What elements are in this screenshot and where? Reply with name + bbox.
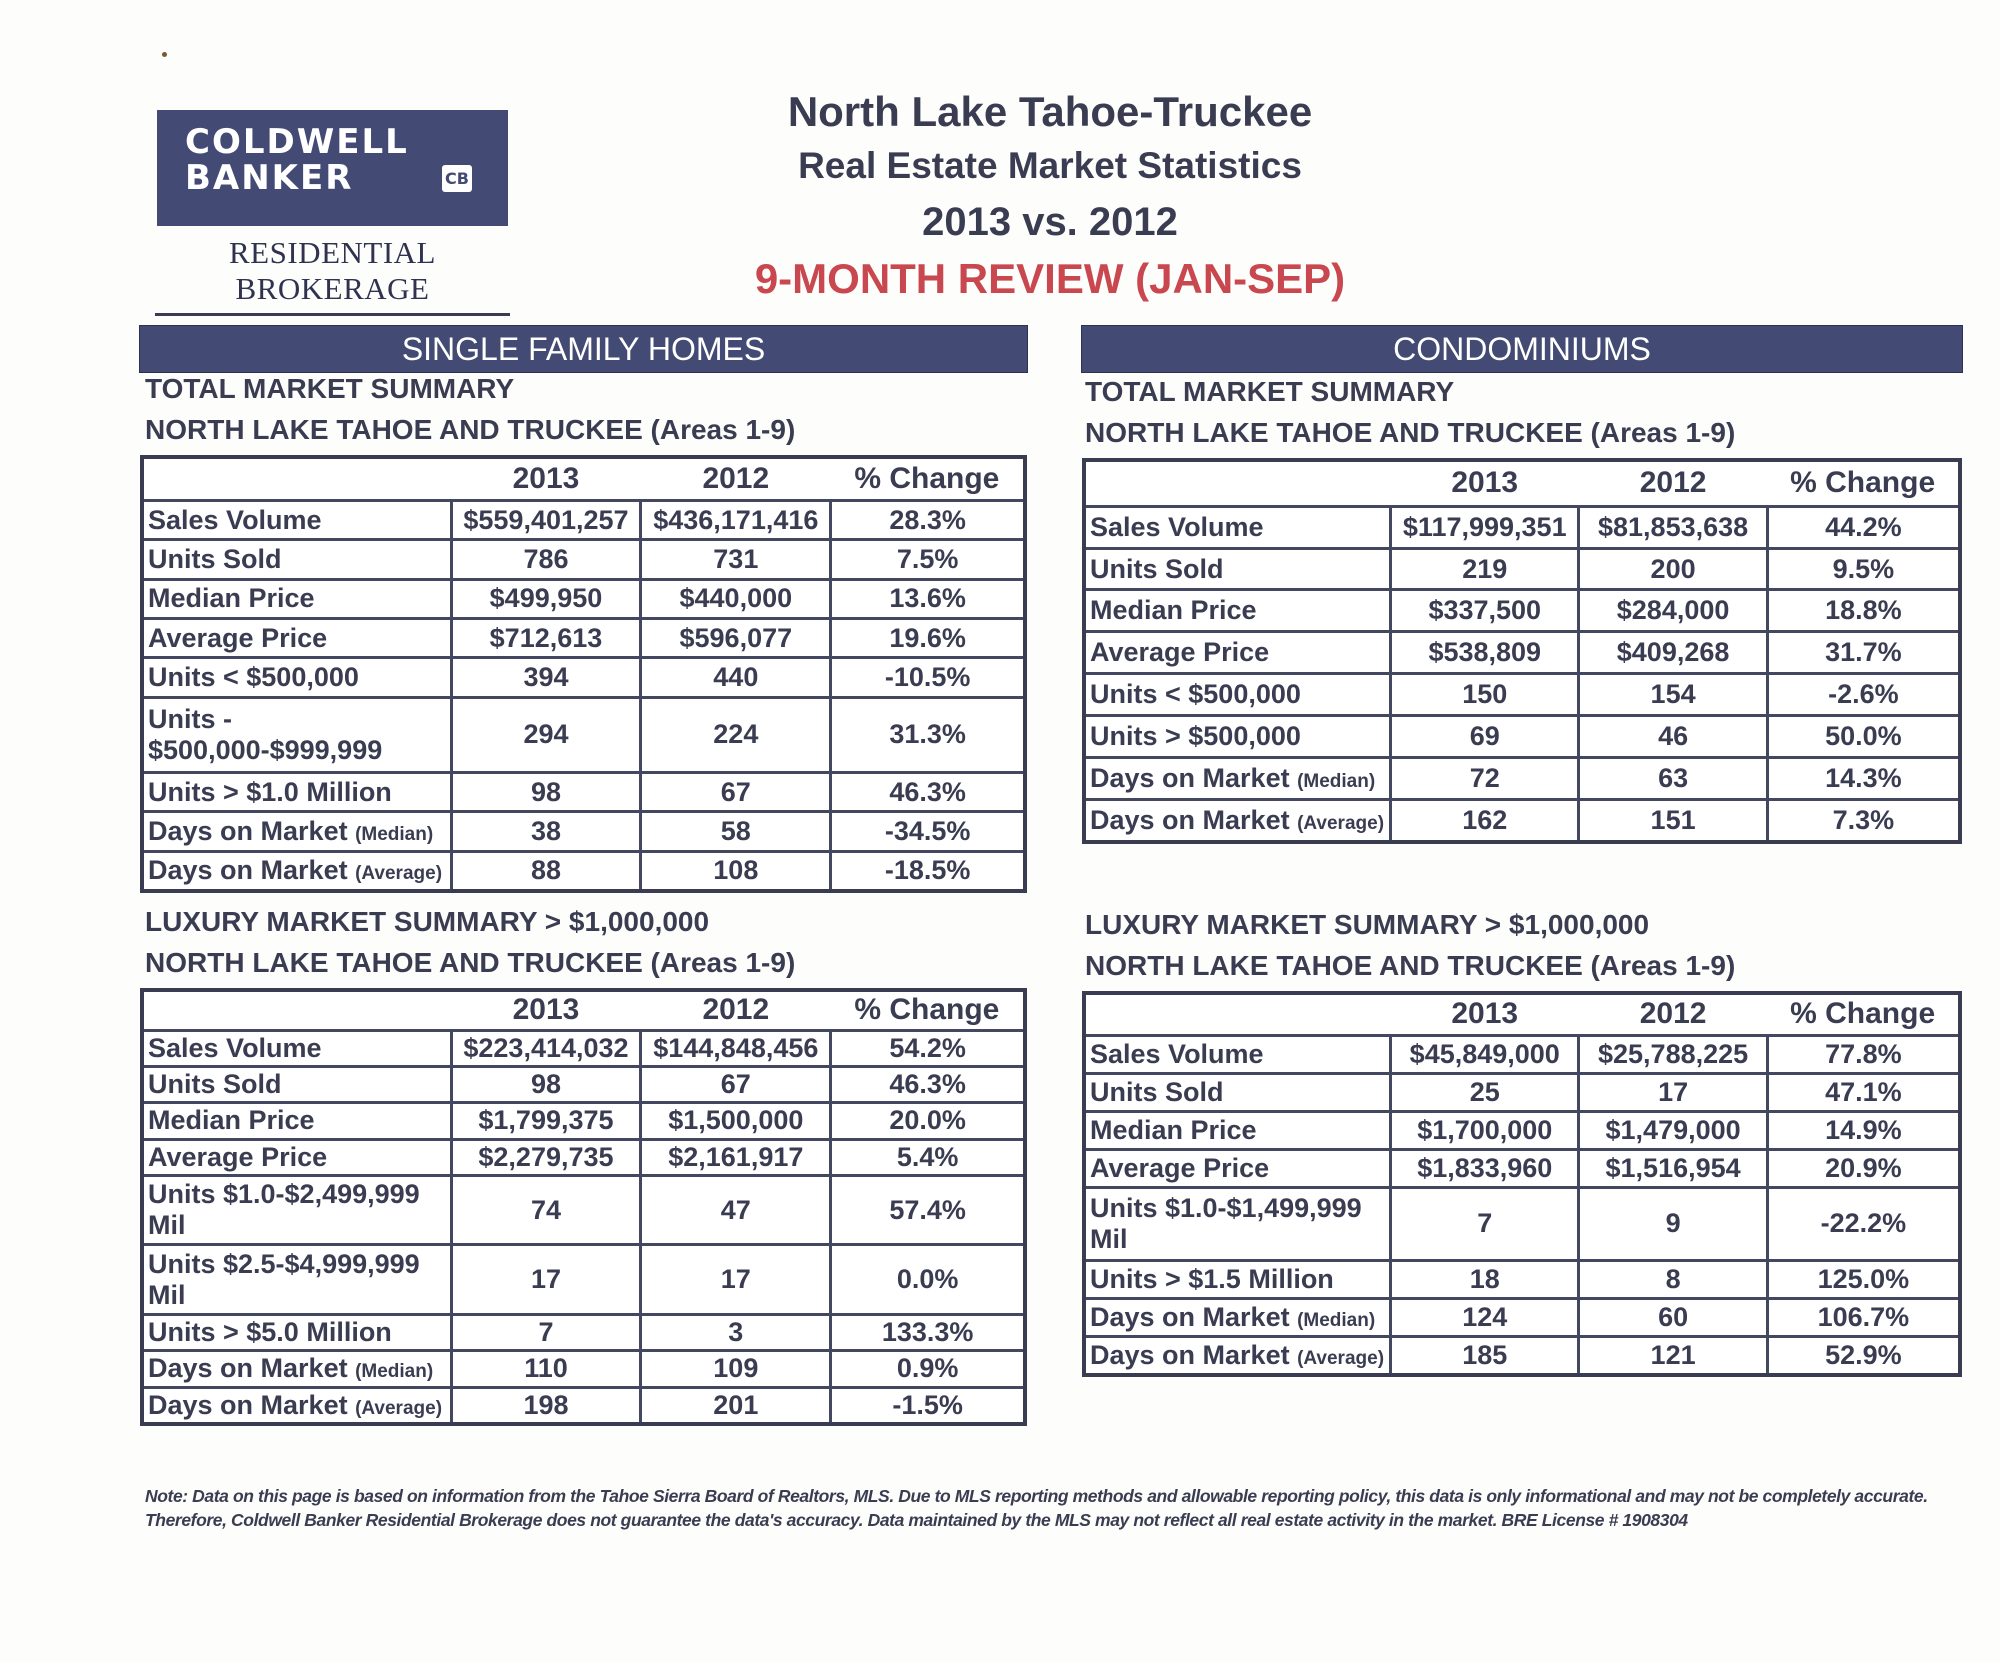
condo-total-area: NORTH LAKE TAHOE AND TRUCKEE (Areas 1-9): [1085, 417, 1736, 448]
table-row: [1084, 716, 1960, 758]
value-2012: 121: [1579, 1336, 1767, 1375]
condominiums-band: CONDOMINIUMS: [1082, 326, 1962, 372]
row-label: [142, 618, 451, 657]
percent-change: 47.1%: [1767, 1073, 1960, 1111]
table-row: [1084, 674, 1960, 716]
row-label: [1084, 506, 1391, 548]
value-2012: 67: [641, 772, 831, 811]
table-row: [1084, 758, 1960, 800]
row-label-text: Median Price: [148, 1105, 315, 1136]
value-2013: 7: [451, 1314, 641, 1350]
value-2012: 17: [1579, 1073, 1767, 1111]
percent-change: -1.5%: [831, 1387, 1025, 1424]
table-row: [142, 812, 1025, 851]
value-2013: 69: [1391, 716, 1579, 758]
logo-line-2: BANKER: [185, 158, 354, 198]
row-label-text: Units < $500,000: [1090, 679, 1301, 710]
page-subtitle: Real Estate Market Statistics: [798, 145, 1302, 186]
footnote: [145, 1484, 1965, 1532]
value-2012: 201: [641, 1387, 831, 1424]
value-2012: 17: [641, 1245, 831, 1314]
table-row: [142, 772, 1025, 811]
percent-change: 5.4%: [831, 1139, 1025, 1175]
condo-total-table: [1082, 458, 1962, 844]
value-2012: 440: [641, 658, 831, 697]
value-2012: 108: [641, 851, 831, 891]
value-2013: 98: [451, 772, 641, 811]
percent-change: 44.2%: [1767, 506, 1960, 548]
value-2013: $538,809: [1391, 632, 1579, 674]
table-row: [1084, 590, 1960, 632]
value-2013: $337,500: [1391, 590, 1579, 632]
row-label-text: Days on Market: [1090, 1339, 1298, 1370]
row-label-text: Sales Volume: [148, 1032, 322, 1063]
row-label: [142, 772, 451, 811]
table-row: [1084, 632, 1960, 674]
table-row: [142, 1066, 1025, 1102]
value-2012: $596,077: [641, 618, 831, 657]
row-label-qualifier: (Average): [355, 863, 443, 885]
percent-change: 125.0%: [1767, 1260, 1960, 1298]
row-label-text: Units < $500,000: [148, 661, 359, 692]
value-2012: 3: [641, 1314, 831, 1350]
row-label: [142, 500, 451, 539]
footnote-line-1: Note: Data on this page is based on information from the Tahoe Sierra Board of Realtors, MLS. Due to MLS reporting methods and allowable reporting policy, this data is only informational and may not be completely accurate.: [145, 1486, 1928, 1506]
table-row: [142, 540, 1025, 579]
value-2013: 7: [1391, 1187, 1579, 1260]
row-label-text: Average Price: [148, 1141, 328, 1172]
column-header-change: % Change: [1767, 993, 1960, 1035]
column-header-2013: 2013: [451, 457, 641, 500]
value-2012: $81,853,638: [1579, 506, 1767, 548]
table-row: [1084, 1149, 1960, 1187]
row-label: [1084, 632, 1391, 674]
value-2012: 8: [1579, 1260, 1767, 1298]
value-2013: 72: [1391, 758, 1579, 800]
percent-change: 14.3%: [1767, 758, 1960, 800]
table-row: [142, 697, 1025, 772]
row-label-text: Days on Market: [148, 1353, 356, 1384]
table-row: [142, 1030, 1025, 1066]
column-header-label: [142, 457, 451, 500]
row-label-text: Units $1.0-$1,499,999 Mil: [1090, 1192, 1362, 1254]
sfh-luxury-heading: LUXURY MARKET SUMMARY > $1,000,000: [145, 906, 710, 937]
row-label-text: Units > $5.0 Million: [148, 1317, 392, 1348]
sfh-luxury-area: NORTH LAKE TAHOE AND TRUCKEE (Areas 1-9): [145, 947, 796, 978]
column-header-2013: 2013: [1391, 993, 1579, 1035]
row-label: [1084, 1336, 1391, 1375]
row-label: [1084, 1111, 1391, 1149]
row-label: [1084, 1073, 1391, 1111]
percent-change: 57.4%: [831, 1175, 1025, 1244]
percent-change: -22.2%: [1767, 1187, 1960, 1260]
row-label-qualifier: (Average): [1297, 1347, 1385, 1369]
table-header-row: [142, 457, 1025, 500]
table-row: [142, 1103, 1025, 1139]
row-label: [142, 1030, 451, 1066]
row-label-text: Sales Volume: [1090, 511, 1264, 542]
table-row: [142, 1139, 1025, 1175]
row-label: [142, 1139, 451, 1175]
value-2012: 731: [641, 540, 831, 579]
column-header-change: % Change: [831, 457, 1025, 500]
value-2013: 786: [451, 540, 641, 579]
table-row: [142, 851, 1025, 891]
single-family-band: SINGLE FAMILY HOMES: [140, 326, 1027, 372]
value-2013: 185: [1391, 1336, 1579, 1375]
value-2012: $1,516,954: [1579, 1149, 1767, 1187]
table-row: [1084, 506, 1960, 548]
value-2012: 67: [641, 1066, 831, 1102]
value-2012: 109: [641, 1351, 831, 1387]
table-row: [1084, 799, 1960, 842]
column-header-2013: 2013: [1391, 460, 1579, 506]
value-2013: 219: [1391, 548, 1579, 590]
row-label: [142, 697, 451, 772]
table-row: [142, 1387, 1025, 1424]
percent-change: 20.9%: [1767, 1149, 1960, 1187]
row-label: [142, 1314, 451, 1350]
row-label: [142, 812, 451, 851]
column-header-label: [1084, 460, 1391, 506]
value-2013: 294: [451, 697, 641, 772]
value-2012: $436,171,416: [641, 500, 831, 539]
value-2012: $1,479,000: [1579, 1111, 1767, 1149]
row-label: [1084, 590, 1391, 632]
value-2012: $25,788,225: [1579, 1035, 1767, 1073]
value-2013: $1,799,375: [451, 1103, 641, 1139]
value-2013: 394: [451, 658, 641, 697]
value-2013: $499,950: [451, 579, 641, 618]
row-label-text: Days on Market: [1090, 804, 1298, 835]
table-row: [142, 579, 1025, 618]
row-label-qualifier: (Median): [1297, 770, 1376, 792]
row-label: [142, 851, 451, 891]
row-label: [142, 540, 451, 579]
table-row: [1084, 1187, 1960, 1260]
row-label-text: Median Price: [148, 583, 315, 614]
sfh-total-heading: TOTAL MARKET SUMMARY: [145, 373, 515, 404]
value-2012: $284,000: [1579, 590, 1767, 632]
column-header-2012: 2012: [1579, 460, 1767, 506]
row-label-text: Average Price: [1090, 1152, 1270, 1183]
table-row: [142, 1351, 1025, 1387]
row-label: [142, 1351, 451, 1387]
row-label: [142, 1066, 451, 1102]
row-label: [142, 1175, 451, 1244]
row-label-text: Days on Market: [1090, 762, 1298, 793]
percent-change: -34.5%: [831, 812, 1025, 851]
row-label: [142, 658, 451, 697]
value-2013: 162: [1391, 799, 1579, 842]
sfh-luxury-table: [140, 988, 1027, 1426]
row-label: [1084, 716, 1391, 758]
value-2013: 18: [1391, 1260, 1579, 1298]
row-label: [1084, 674, 1391, 716]
table-row: [142, 618, 1025, 657]
row-label: [1084, 1260, 1391, 1298]
value-2012: 63: [1579, 758, 1767, 800]
value-2013: 150: [1391, 674, 1579, 716]
cb-seal-icon: CB: [442, 165, 472, 192]
row-label-text: Average Price: [148, 622, 328, 653]
row-label: [142, 1245, 451, 1314]
row-label: [142, 1387, 451, 1424]
percent-change: -10.5%: [831, 658, 1025, 697]
value-2013: 124: [1391, 1298, 1579, 1336]
value-2013: 110: [451, 1351, 641, 1387]
value-2013: $45,849,000: [1391, 1035, 1579, 1073]
condo-luxury-heading: LUXURY MARKET SUMMARY > $1,000,000: [1085, 909, 1650, 940]
row-label-text: Median Price: [1090, 595, 1257, 626]
table-row: [142, 1245, 1025, 1314]
value-2013: $1,700,000: [1391, 1111, 1579, 1149]
table-row: [142, 1314, 1025, 1350]
page-title: North Lake Tahoe-Truckee: [787, 88, 1313, 135]
row-label-qualifier: (Median): [355, 823, 434, 845]
percent-change: 31.3%: [831, 697, 1025, 772]
column-header-2012: 2012: [641, 990, 831, 1030]
value-2012: 9: [1579, 1187, 1767, 1260]
review-period: 9-MONTH REVIEW (JAN-SEP): [754, 255, 1346, 302]
footnote-line-2: Therefore, Coldwell Banker Residential Brokerage does not guarantee the data's accuracy. Data maintained by the MLS may not reflect all real estate activity in the market. BRE License # 1908304: [145, 1510, 1688, 1530]
comparison-years: 2013 vs. 2012: [922, 200, 1178, 244]
condo-luxury-table: [1082, 991, 1962, 1377]
value-2013: 74: [451, 1175, 641, 1244]
percent-change: 7.5%: [831, 540, 1025, 579]
row-label-text: Units $2.5-$4,999,999 Mil: [148, 1248, 420, 1310]
table-row: [1084, 1260, 1960, 1298]
value-2013: $712,613: [451, 618, 641, 657]
value-2013: $559,401,257: [451, 500, 641, 539]
row-label: [142, 579, 451, 618]
value-2012: $1,500,000: [641, 1103, 831, 1139]
percent-change: 50.0%: [1767, 716, 1960, 758]
percent-change: 133.3%: [831, 1314, 1025, 1350]
row-label-text: Average Price: [1090, 637, 1270, 668]
row-label-qualifier: (Average): [1297, 812, 1385, 834]
value-2012: $440,000: [641, 579, 831, 618]
value-2012: 224: [641, 697, 831, 772]
table-row: [142, 500, 1025, 539]
row-label-text: Units Sold: [148, 1069, 282, 1100]
row-label-text: Days on Market: [148, 855, 356, 886]
percent-change: 9.5%: [1767, 548, 1960, 590]
row-label-text: Sales Volume: [148, 504, 322, 535]
row-label-text: Days on Market: [148, 815, 356, 846]
table-row: [142, 658, 1025, 697]
row-label-text: Units Sold: [148, 543, 282, 574]
scan-speck: [162, 52, 167, 57]
condo-luxury-area: NORTH LAKE TAHOE AND TRUCKEE (Areas 1-9): [1085, 950, 1736, 981]
percent-change: 77.8%: [1767, 1035, 1960, 1073]
logo-subtitle: RESIDENTIAL BROKERAGE: [155, 235, 510, 316]
value-2013: $117,999,351: [1391, 506, 1579, 548]
row-label-qualifier: (Median): [355, 1361, 434, 1383]
row-label: [1084, 1298, 1391, 1336]
sfh-total-area: NORTH LAKE TAHOE AND TRUCKEE (Areas 1-9): [145, 414, 796, 445]
column-header-2012: 2012: [641, 457, 831, 500]
percent-change: 20.0%: [831, 1103, 1025, 1139]
value-2012: 58: [641, 812, 831, 851]
value-2012: 46: [1579, 716, 1767, 758]
percent-change: 46.3%: [831, 772, 1025, 811]
percent-change: 14.9%: [1767, 1111, 1960, 1149]
row-label-qualifier: (Median): [1297, 1309, 1376, 1331]
value-2013: 198: [451, 1387, 641, 1424]
row-label-text: Units Sold: [1090, 1076, 1224, 1107]
percent-change: 7.3%: [1767, 799, 1960, 842]
row-label: [142, 1103, 451, 1139]
table-row: [1084, 1336, 1960, 1375]
value-2013: $1,833,960: [1391, 1149, 1579, 1187]
row-label-qualifier: (Average): [355, 1397, 443, 1419]
percent-change: 0.9%: [831, 1351, 1025, 1387]
row-label-text: Median Price: [1090, 1114, 1257, 1145]
value-2012: 200: [1579, 548, 1767, 590]
column-header-label: [1084, 993, 1391, 1035]
row-label-text: Days on Market: [1090, 1301, 1298, 1332]
table-row: [1084, 548, 1960, 590]
value-2013: $223,414,032: [451, 1030, 641, 1066]
value-2013: $2,279,735: [451, 1139, 641, 1175]
value-2012: $144,848,456: [641, 1030, 831, 1066]
row-label: [1084, 1187, 1391, 1260]
value-2012: $2,161,917: [641, 1139, 831, 1175]
table-header-row: [1084, 993, 1960, 1035]
coldwell-banker-logo: [157, 110, 508, 226]
percent-change: 19.6%: [831, 618, 1025, 657]
percent-change: 0.0%: [831, 1245, 1025, 1314]
column-header-change: % Change: [1767, 460, 1960, 506]
table-header-row: [142, 990, 1025, 1030]
condo-total-heading: TOTAL MARKET SUMMARY: [1085, 376, 1455, 407]
row-label-text: Units - $500,000-$999,999: [148, 703, 383, 765]
row-label-text: Units $1.0-$2,499,999 Mil: [148, 1179, 420, 1241]
row-label-text: Units Sold: [1090, 553, 1224, 584]
value-2013: 98: [451, 1066, 641, 1102]
table-row: [1084, 1111, 1960, 1149]
value-2012: $409,268: [1579, 632, 1767, 674]
percent-change: 52.9%: [1767, 1336, 1960, 1375]
percent-change: 31.7%: [1767, 632, 1960, 674]
logo-wordmark: [185, 124, 409, 196]
row-label: [1084, 1035, 1391, 1073]
row-label: [1084, 799, 1391, 842]
column-header-label: [142, 990, 451, 1030]
percent-change: 18.8%: [1767, 590, 1960, 632]
percent-change: -18.5%: [831, 851, 1025, 891]
percent-change: 13.6%: [831, 579, 1025, 618]
table-row: [1084, 1035, 1960, 1073]
value-2012: 154: [1579, 674, 1767, 716]
table-row: [142, 1175, 1025, 1244]
row-label: [1084, 1149, 1391, 1187]
percent-change: 54.2%: [831, 1030, 1025, 1066]
value-2013: 25: [1391, 1073, 1579, 1111]
value-2012: 151: [1579, 799, 1767, 842]
table-row: [1084, 1073, 1960, 1111]
percent-change: 106.7%: [1767, 1298, 1960, 1336]
row-label: [1084, 548, 1391, 590]
value-2012: 47: [641, 1175, 831, 1244]
percent-change: 28.3%: [831, 500, 1025, 539]
row-label-text: Units > $1.0 Million: [148, 776, 392, 807]
row-label: [1084, 758, 1391, 800]
value-2013: 17: [451, 1245, 641, 1314]
table-header-row: [1084, 460, 1960, 506]
row-label-text: Days on Market: [148, 1389, 356, 1420]
row-label-text: Units > $1.5 Million: [1090, 1263, 1334, 1294]
column-header-2012: 2012: [1579, 993, 1767, 1035]
table-row: [1084, 1298, 1960, 1336]
value-2013: 88: [451, 851, 641, 891]
row-label-text: Units > $500,000: [1090, 721, 1301, 752]
percent-change: 46.3%: [831, 1066, 1025, 1102]
value-2013: 38: [451, 812, 641, 851]
logo-line-1: COLDWELL: [185, 122, 409, 162]
column-header-change: % Change: [831, 990, 1025, 1030]
sfh-total-table: [140, 455, 1027, 893]
percent-change: -2.6%: [1767, 674, 1960, 716]
row-label-text: Sales Volume: [1090, 1038, 1264, 1069]
value-2012: 60: [1579, 1298, 1767, 1336]
column-header-2013: 2013: [451, 990, 641, 1030]
